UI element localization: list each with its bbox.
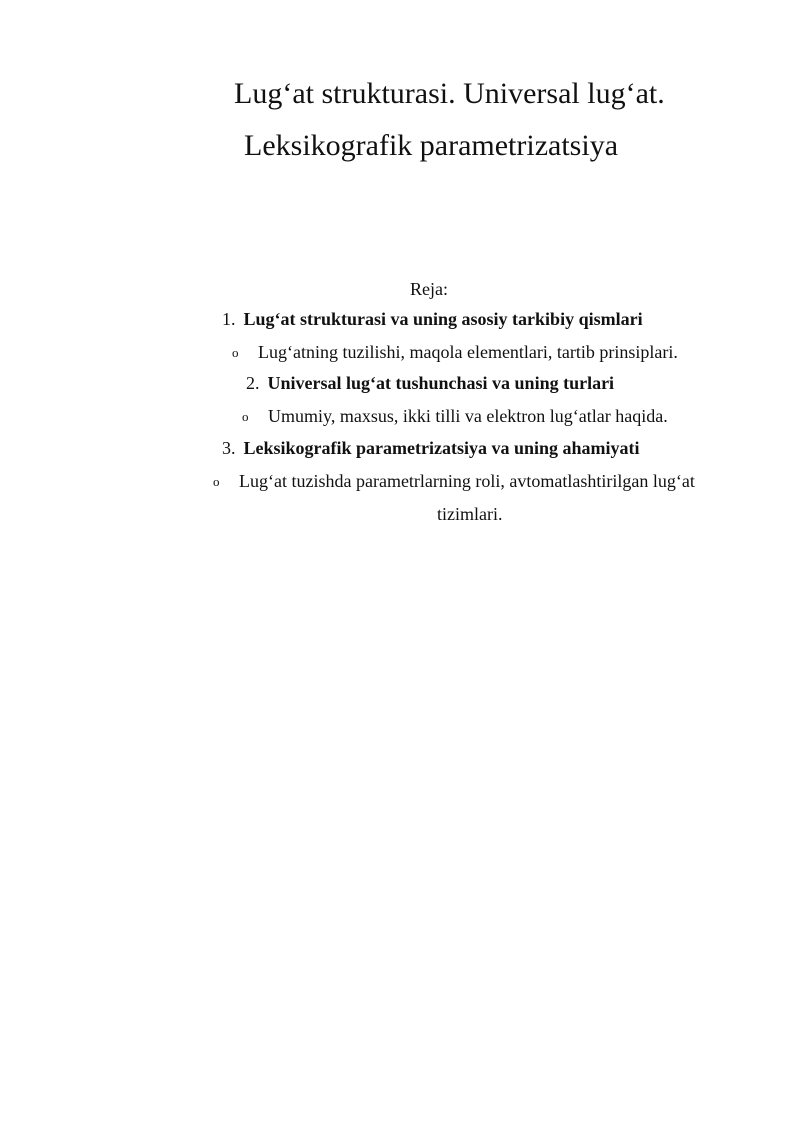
- plan-heading: Reja:: [410, 279, 448, 299]
- plan-item-heading: Leksikografik parametrizatsiya va uning ahamiyati: [243, 438, 640, 458]
- plan-subitem-text: Lug‘atning tuzilishi, maqola elementlari, tartib prinsiplari.: [258, 342, 678, 362]
- document-title-line-1: Lug‘at strukturasi. Universal lug‘at.: [234, 77, 665, 110]
- plan-item-number: 3.: [222, 438, 236, 458]
- plan-item-number: 2.: [246, 373, 260, 393]
- plan-item-2: [246, 372, 614, 394]
- document-title-line-2: Leksikografik parametrizatsiya: [244, 129, 619, 162]
- bullet-circle-icon: o: [232, 345, 239, 360]
- plan-subitem-3: [213, 470, 695, 493]
- plan-item-number: 1.: [222, 309, 236, 329]
- plan-item-3: [222, 437, 640, 459]
- plan-subitem-text: Lug‘at tuzishda parametrlarning roli, avtomatlashtirilgan lug‘at: [239, 471, 695, 491]
- plan-item-heading: Universal lug‘at tushunchasi va uning turlari: [267, 373, 615, 393]
- bullet-circle-icon: o: [242, 409, 249, 424]
- bullet-circle-icon: o: [213, 474, 220, 489]
- plan-subitem-1: [232, 341, 678, 364]
- plan-item-heading: Lug‘at strukturasi va uning asosiy tarkibiy qismlari: [243, 309, 643, 329]
- plan-subitem-text: Umumiy, maxsus, ikki tilli va elektron lug‘atlar haqida.: [268, 406, 668, 426]
- plan-subitem-3-continuation: tizimlari.: [437, 504, 503, 524]
- plan-subitem-2: [242, 405, 668, 428]
- plan-item-1: [222, 308, 643, 330]
